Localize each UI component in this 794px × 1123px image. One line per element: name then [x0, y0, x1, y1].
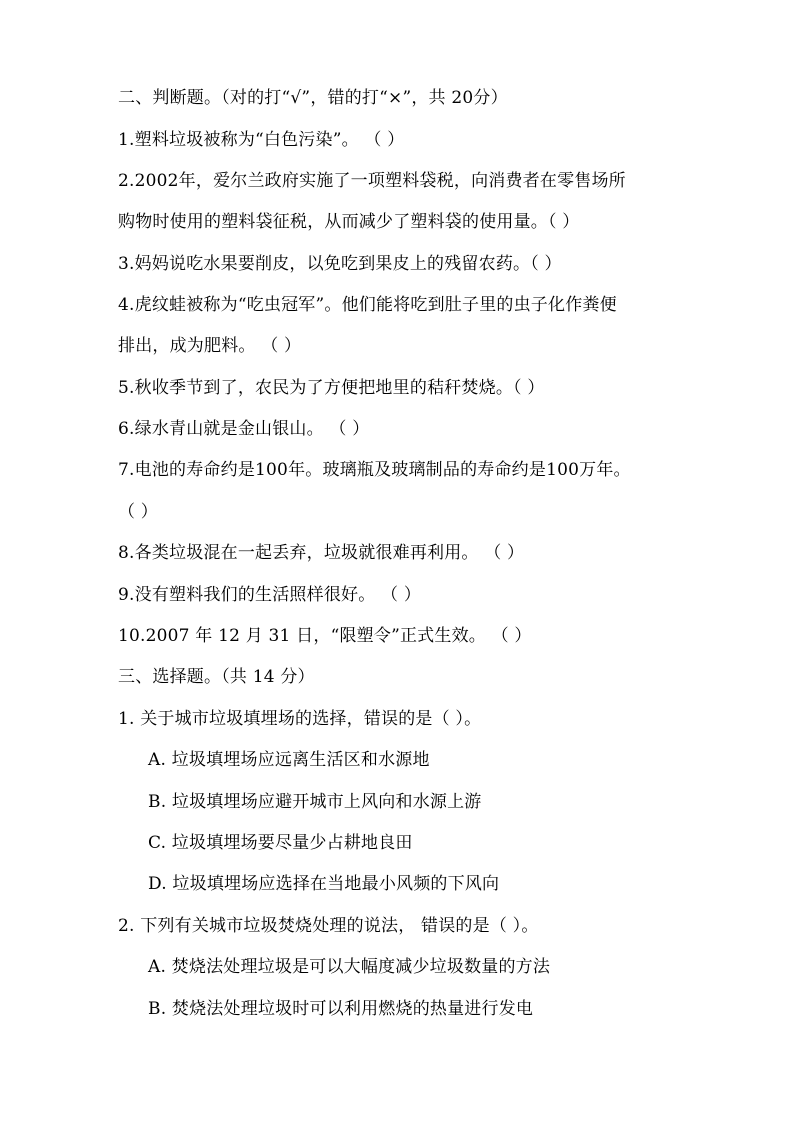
judgment-item-10: 10.2007 年 12 月 31 日，“限塑令”正式生效。 （ ） — [118, 626, 532, 646]
judgment-item-4-line1: 4.虎纹蛙被称为“吃虫冠军”。他们能将吃到肚子里的虫子化作粪便 — [118, 295, 617, 315]
judgment-item-8: 8.各类垃圾混在一起丢弃，垃圾就很难再利用。 （ ） — [118, 543, 525, 563]
choice-question-1-option-c: C. 垃圾填埋场要尽量少占耕地良田 — [148, 833, 413, 853]
section2-heading: 二、判断题。（对的打“√”，错的打“×”，共 20分） — [118, 88, 508, 108]
judgment-item-2-line2: 购物时使用的塑料袋征税，从而减少了塑料袋的使用量。（ ） — [118, 212, 580, 232]
judgment-item-6: 6.绿水青山就是金山银山。 （ ） — [118, 419, 370, 439]
section3-heading: 三、选择题。（共 14 分） — [118, 667, 315, 687]
choice-question-1-option-b: B. 垃圾填埋场应避开城市上风向和水源上游 — [148, 792, 482, 812]
choice-question-1-option-d: D. 垃圾填埋场应选择在当地最小风频的下风向 — [148, 874, 500, 894]
choice-question-1-option-a: A. 垃圾填埋场应远离生活区和水源地 — [148, 750, 430, 770]
judgment-item-3: 3.妈妈说吃水果要削皮，以免吃到果皮上的残留农药。（ ） — [118, 254, 562, 274]
judgment-item-9: 9.没有塑料我们的生活照样很好。 （ ） — [118, 585, 422, 605]
choice-question-1-stem: 1. 关于城市垃圾填埋场的选择，错误的是（ ）。 — [118, 709, 482, 729]
judgment-item-2-line1: 2.2002年，爱尔兰政府实施了一项塑料袋税，向消费者在零售场所 — [118, 171, 626, 191]
judgment-item-1: 1.塑料垃圾被称为“白色污染”。 （ ） — [118, 130, 405, 150]
choice-question-2-stem: 2. 下列有关城市垃圾焚烧处理的说法， 错误的是（ ）。 — [118, 916, 539, 936]
judgment-item-4-line2: 排出，成为肥料。 （ ） — [118, 336, 302, 356]
judgment-item-7-line1: 7.电池的寿命约是100年。玻璃瓶及玻璃制品的寿命约是100万年。 — [118, 460, 631, 480]
choice-question-2-option-b: B. 焚烧法处理垃圾时可以利用燃烧的热量进行发电 — [148, 999, 534, 1019]
judgment-item-5: 5.秋收季节到了，农民为了方便把地里的秸秆焚烧。（ ） — [118, 378, 545, 398]
choice-question-2-option-a: A. 焚烧法处理垃圾是可以大幅度减少垃圾数量的方法 — [148, 957, 551, 977]
judgment-item-7-line2: （ ） — [118, 502, 159, 522]
